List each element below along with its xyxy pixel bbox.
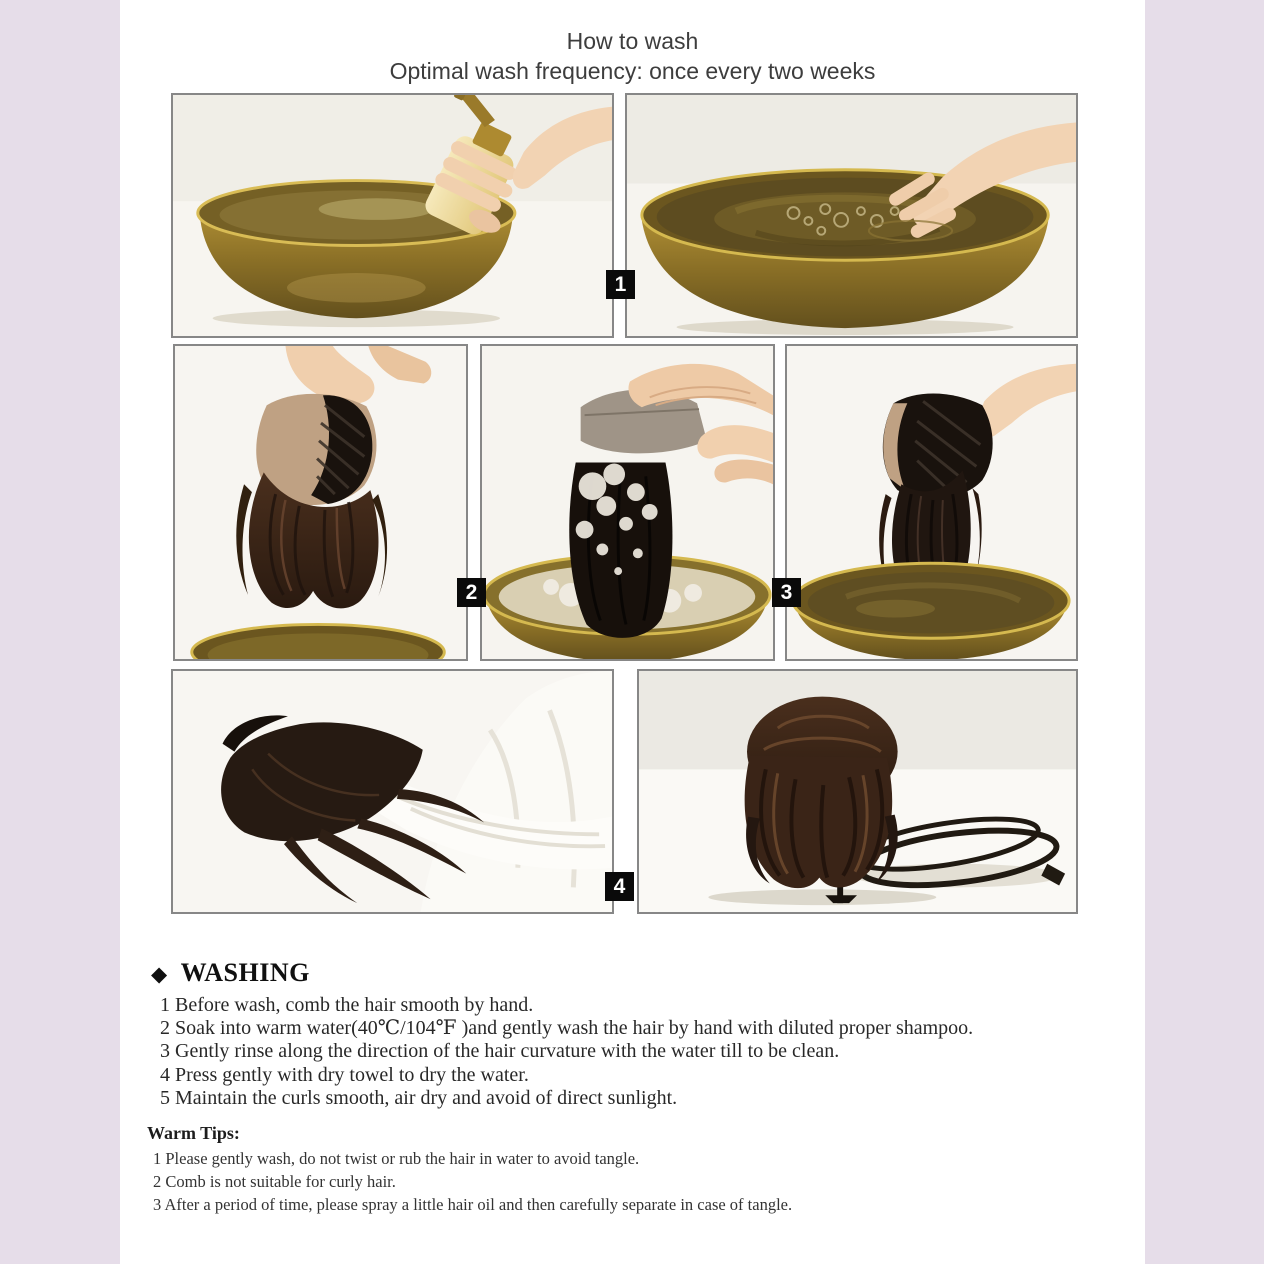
swirl-water-illustration	[627, 95, 1076, 336]
pour-shampoo-illustration	[173, 95, 612, 336]
warm-tip: 2 Comb is not suitable for curly hair.	[153, 1172, 396, 1191]
washing-heading: WASHING	[180, 958, 310, 987]
step-1-badge: 1	[606, 270, 635, 299]
washing-step: 1 Before wash, comb the hair smooth by hand.	[160, 994, 534, 1016]
page-header	[120, 26, 1145, 86]
warm-tip: 3 After a period of time, please spray a little hair oil and then carefully separate in case of tangle.	[153, 1195, 793, 1214]
washing-step: 4 Press gently with dry towel to dry the water.	[160, 1063, 529, 1086]
warm-tip: 1 Please gently wash, do not twist or rub the hair in water to avoid tangle.	[153, 1149, 640, 1168]
page-subtitle: Optimal wash frequency: once every two weeks	[389, 58, 876, 84]
photo-wig-on-stand	[637, 669, 1078, 914]
washing-step: 5 Maintain the curls smooth, air dry and avoid of direct sunlight.	[160, 1086, 678, 1109]
photo-towel-dry	[171, 669, 614, 914]
washing-step: 2 Soak into warm water(40℃/104℉ )and gently wash the hair by hand with diluted proper shampoo.	[160, 1017, 974, 1040]
photo-swirl-water	[625, 93, 1078, 338]
rinse-wig-illustration	[787, 346, 1076, 659]
towel-dry-illustration	[173, 671, 612, 912]
step-3-badge: 3	[772, 578, 801, 607]
step-2-badge: 2	[457, 578, 486, 607]
warm-tips-list	[153, 1147, 1103, 1216]
photo-pour-shampoo	[171, 93, 614, 338]
content-panel	[120, 0, 1145, 1264]
photo-lather-wig	[480, 344, 775, 661]
washing-step: 3 Gently rinse along the direction of the hair curvature with the water till to be clean.	[160, 1040, 840, 1063]
step-4-badge: 4	[605, 872, 634, 901]
warm-tips-heading: Warm Tips:	[147, 1123, 240, 1143]
lather-wig-illustration	[482, 346, 773, 659]
diamond-bullet-icon: ◆	[151, 962, 168, 986]
washing-steps-list	[160, 994, 1110, 1110]
photo-rinse-wig	[785, 344, 1078, 661]
washing-heading-row	[151, 958, 310, 988]
page-title: How to wash	[566, 28, 699, 54]
wig-on-stand-illustration	[639, 671, 1076, 912]
photo-hold-wig	[173, 344, 468, 661]
hold-wig-illustration	[175, 346, 466, 659]
